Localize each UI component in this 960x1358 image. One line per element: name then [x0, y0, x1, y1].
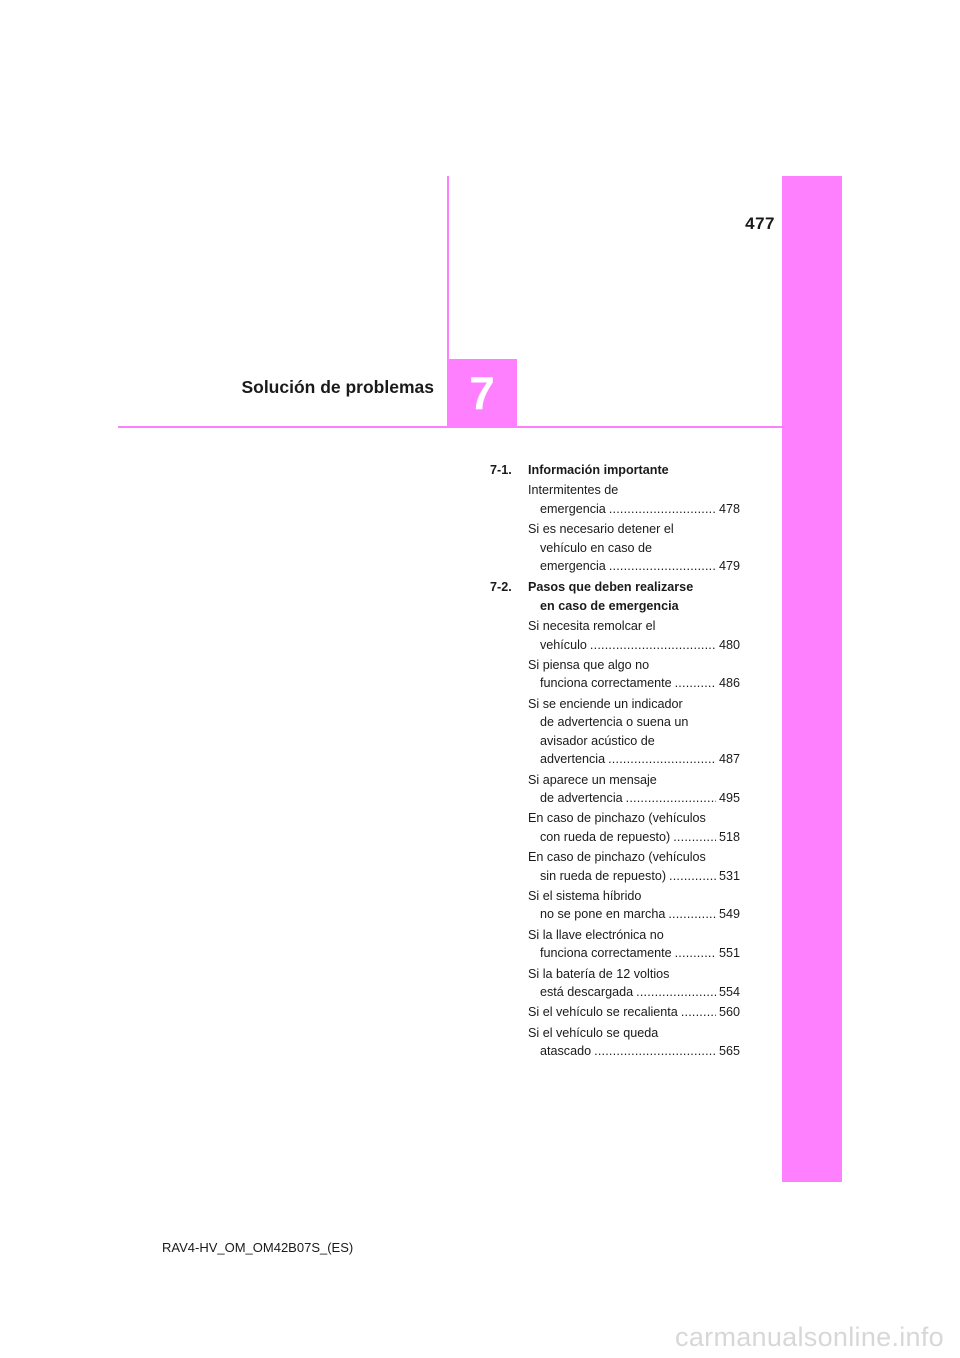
toc-entry-text-line: vehículo — [540, 637, 587, 652]
toc-section-title — [528, 578, 740, 615]
dot-leader — [608, 750, 716, 768]
toc-entry[interactable] — [528, 695, 740, 769]
toc-entry-page-number: 487 — [718, 752, 740, 767]
toc-entry-text-line: emergencia — [540, 559, 606, 574]
toc-section-heading — [490, 578, 740, 615]
dot-leader — [609, 557, 716, 575]
horizontal-divider — [118, 426, 782, 428]
toc-entry-leader-line — [528, 828, 740, 846]
toc-entry-page-number: 549 — [718, 907, 740, 922]
vertical-divider — [447, 176, 449, 359]
toc-entry[interactable] — [528, 481, 740, 518]
toc-entry-leader-line — [528, 905, 740, 923]
watermark: carmanualsonline.info — [675, 1322, 944, 1352]
dot-leader — [594, 1042, 716, 1060]
toc-entry-page-number: 565 — [718, 1044, 740, 1059]
toc-entry-text-line: no se pone en marcha — [540, 907, 666, 922]
toc-section-number: 7-2. — [490, 580, 512, 595]
toc-section-title-line: Pasos que deben realizarse — [528, 580, 694, 595]
toc-entry-leader-line — [528, 867, 740, 885]
toc-entry[interactable] — [528, 656, 740, 693]
toc-entry-leader-line — [528, 983, 740, 1001]
toc-entry-page-number: 480 — [718, 637, 740, 652]
toc-entry-text-line: Si necesita remolcar el — [528, 619, 656, 634]
toc-section-title — [528, 461, 740, 479]
toc-entry-text-line: Intermitentes de — [528, 483, 619, 498]
table-of-contents — [490, 461, 740, 1064]
toc-entry-text-line: En caso de pinchazo (vehículos — [528, 811, 706, 826]
toc-section-title-line: en caso de emergencia — [540, 598, 679, 613]
chapter-number-box: 7 — [447, 359, 517, 427]
toc-section — [490, 578, 740, 1060]
toc-entry[interactable] — [528, 887, 740, 924]
toc-entry[interactable] — [528, 771, 740, 808]
toc-entry-leader-line — [528, 636, 740, 654]
dot-leader — [609, 500, 716, 518]
toc-entry-page-number: 479 — [718, 559, 740, 574]
toc-entry[interactable] — [528, 926, 740, 963]
dot-leader — [669, 867, 716, 885]
toc-entry-text-line: con rueda de repuesto) — [540, 829, 671, 844]
toc-section — [490, 461, 740, 575]
toc-section-heading — [490, 461, 740, 479]
toc-entry-text-line: Si se enciende un indicador — [528, 696, 683, 711]
toc-entry-text-line: está descargada — [540, 984, 634, 999]
toc-entry-page-number: 560 — [718, 1005, 740, 1020]
toc-entry-page-number: 518 — [718, 829, 740, 844]
dot-leader — [675, 674, 716, 692]
toc-entry-page-number: 531 — [718, 868, 740, 883]
toc-entry-text-line: vehículo en caso de — [540, 540, 653, 555]
toc-entry[interactable] — [528, 965, 740, 1002]
toc-entry-list — [528, 481, 740, 575]
toc-entry-text-line: de advertencia o suena un — [540, 715, 689, 730]
toc-entry-text-line: avisador acústico de — [540, 733, 655, 748]
toc-entry-text-line: funciona correctamente — [540, 946, 672, 961]
toc-entry-text-line: Si el vehículo se recalienta — [528, 1005, 678, 1020]
toc-entry-page-number: 551 — [718, 946, 740, 961]
toc-entry-page-number: 554 — [718, 984, 740, 999]
toc-entry-leader-line — [528, 944, 740, 962]
toc-entry-text-line: de advertencia — [540, 790, 623, 805]
toc-entry-leader-line — [528, 557, 740, 575]
dot-leader — [626, 789, 716, 807]
chapter-title: Solución de problemas — [241, 377, 434, 397]
toc-entry-text-line: Si aparece un mensaje — [528, 772, 657, 787]
toc-entry[interactable] — [528, 848, 740, 885]
dot-leader — [590, 636, 716, 654]
toc-entry-text-line: Si la batería de 12 voltios — [528, 966, 670, 981]
toc-entry-page-number: 478 — [718, 501, 740, 516]
toc-entry[interactable] — [528, 1003, 740, 1021]
toc-entry-text-line: funciona correctamente — [540, 676, 672, 691]
dot-leader — [675, 944, 716, 962]
toc-section-title-line: Información importante — [528, 463, 669, 477]
dot-leader — [673, 828, 716, 846]
dot-leader — [681, 1003, 716, 1021]
toc-section-number: 7-1. — [490, 463, 512, 477]
toc-entry-leader-line — [528, 789, 740, 807]
toc-entry-leader-line — [528, 1003, 740, 1021]
toc-entry-text-line: sin rueda de repuesto) — [540, 868, 667, 883]
toc-entry-text-line: Si es necesario detener el — [528, 522, 674, 537]
document-code: RAV4-HV_OM_OM42B07S_(ES) — [162, 1240, 354, 1255]
toc-entry-leader-line — [528, 500, 740, 518]
toc-entry-text-line: atascado — [540, 1044, 592, 1059]
toc-entry-text-line: Si el vehículo se queda — [528, 1025, 659, 1040]
page-number: 477 — [745, 214, 775, 233]
toc-entry-leader-line — [528, 674, 740, 692]
toc-entry-text-line: Si piensa que algo no — [528, 658, 650, 673]
toc-entry-page-number: 495 — [718, 790, 740, 805]
toc-entry-leader-line — [528, 1042, 740, 1060]
toc-entry-list — [528, 617, 740, 1060]
toc-entry-leader-line — [528, 750, 740, 768]
toc-entry[interactable] — [528, 520, 740, 575]
dot-leader — [636, 983, 716, 1001]
toc-entry-text-line: advertencia — [540, 752, 606, 767]
toc-entry[interactable] — [528, 1024, 740, 1061]
dot-leader — [668, 905, 716, 923]
toc-entry[interactable] — [528, 617, 740, 654]
chapter-side-tab — [782, 176, 842, 1182]
toc-entry-text-line: Si el sistema híbrido — [528, 888, 642, 903]
toc-entry-text-line: emergencia — [540, 501, 606, 516]
toc-entry-text-line: Si la llave electrónica no — [528, 927, 664, 942]
toc-entry[interactable] — [528, 809, 740, 846]
toc-entry-page-number: 486 — [718, 676, 740, 691]
toc-entry-text-line: En caso de pinchazo (vehículos — [528, 850, 706, 865]
